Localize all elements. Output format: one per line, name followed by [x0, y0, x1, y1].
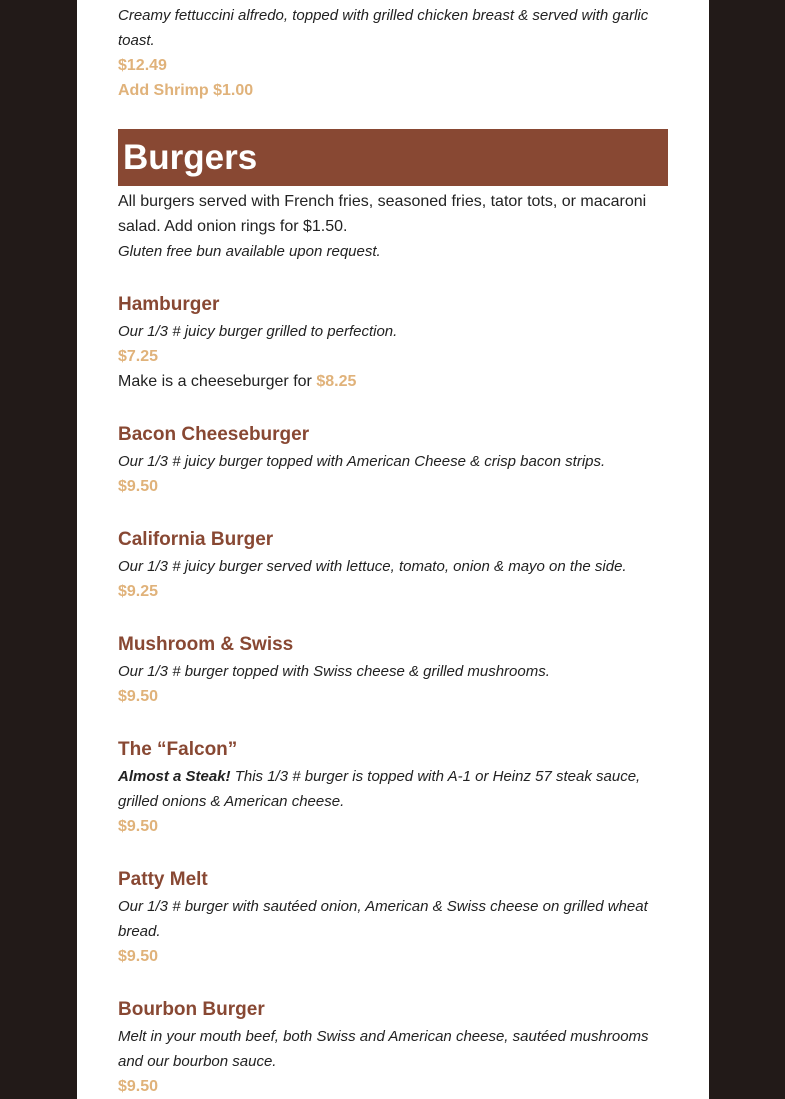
item-extra-text: Make is a cheeseburger for — [118, 373, 317, 390]
item-price: $7.25 — [118, 348, 159, 365]
menu-content — [118, 3, 668, 1099]
menu-item-mushroom-swiss — [118, 633, 668, 709]
item-title: The “Falcon” — [118, 739, 238, 760]
menu-page — [77, 0, 709, 1099]
menu-item-bourbon-burger — [118, 998, 668, 1099]
menu-item-falcon — [118, 738, 668, 839]
item-extra — [118, 369, 668, 394]
item-price: $9.50 — [118, 688, 159, 705]
item-title: Hamburger — [118, 294, 220, 315]
item-description: Creamy fettuccini alfredo, topped with grilled chicken breast & served with garlic toast. — [118, 7, 649, 49]
item-price: $12.49 — [118, 57, 167, 74]
item-description: Our 1/3 # juicy burger grilled to perfection. — [118, 323, 398, 340]
item-description: Our 1/3 # juicy burger topped with American Cheese & crisp bacon strips. — [118, 453, 606, 470]
item-extra-price: $8.25 — [316, 373, 357, 390]
section-intro — [118, 189, 668, 264]
item-description — [118, 764, 668, 814]
item-price: $9.50 — [118, 1078, 159, 1095]
item-title: California Burger — [118, 529, 274, 550]
item-price: $9.50 — [118, 818, 159, 835]
item-title: Bourbon Burger — [118, 999, 265, 1020]
item-addon: Add Shrimp $1.00 — [118, 82, 254, 99]
item-title: Mushroom & Swiss — [118, 634, 294, 655]
item-description: Our 1/3 # juicy burger served with lettuce, tomato, onion & mayo on the side. — [118, 558, 627, 575]
menu-item-bacon-cheeseburger — [118, 423, 668, 499]
item-title: Patty Melt — [118, 869, 208, 890]
menu-item-california-burger — [118, 528, 668, 604]
item-price: $9.25 — [118, 583, 159, 600]
item-description: Melt in your mouth beef, both Swiss and American cheese, sautéed mushrooms and our bourbon sauce. — [118, 1028, 649, 1070]
item-description: Our 1/3 # burger with sautéed onion, American & Swiss cheese on grilled wheat bread. — [118, 898, 648, 940]
menu-item-patty-melt — [118, 868, 668, 969]
item-description: Our 1/3 # burger topped with Swiss cheese & grilled mushrooms. — [118, 663, 550, 680]
item-description-rest: This 1/3 # burger is topped with A-1 or Heinz 57 steak sauce, grilled onions & American cheese. — [118, 768, 641, 810]
section-intro-text: All burgers served with French fries, seasoned fries, tator tots, or macaroni salad. Add onion rings for $1.50. — [118, 193, 647, 235]
item-price: $9.50 — [118, 948, 159, 965]
section-note: Gluten free bun available upon request. — [118, 243, 381, 260]
menu-item-hamburger — [118, 293, 668, 394]
item-price: $9.50 — [118, 478, 159, 495]
section-header: Burgers — [118, 129, 668, 186]
item-title: Bacon Cheeseburger — [118, 424, 310, 445]
item-description-lead: Almost a Steak! — [118, 768, 231, 785]
